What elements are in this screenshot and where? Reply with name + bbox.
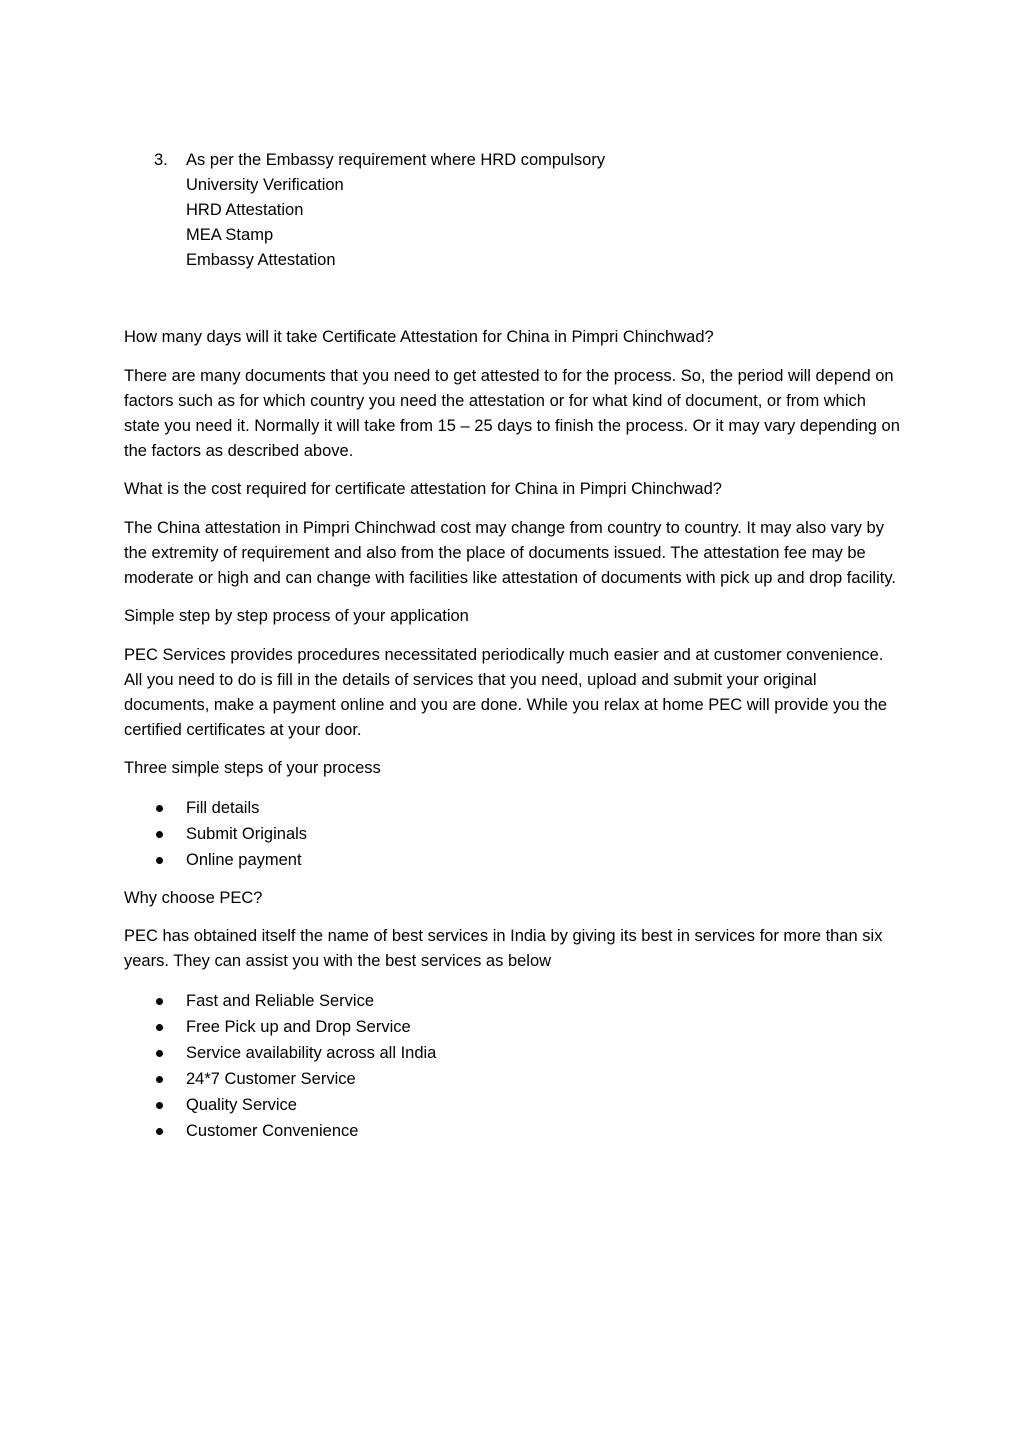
list-item bbox=[124, 847, 902, 873]
list-number: 3. bbox=[154, 151, 168, 169]
question-days-heading: How many days will it take Certificate Attestation for China in Pimpri Chinchwad? bbox=[124, 328, 714, 346]
why-heading: Why choose PEC? bbox=[124, 888, 263, 907]
bullet-icon bbox=[156, 857, 163, 864]
list-item bbox=[124, 795, 902, 821]
document-body bbox=[124, 325, 902, 1157]
numbered-item-line: MEA Stamp bbox=[186, 226, 274, 244]
answer-days-paragraph: There are many documents that you need to get attested to for the process. So, the period will depend on factors such as for which country you need the attestation or for what kind of document, or from which state you need it. Normally it will take from 15 – 25 days to finish the process. Or it may vary depending on the factors as described above. bbox=[124, 366, 900, 460]
numbered-item-line: University Verification bbox=[186, 176, 344, 194]
process-paragraph: PEC Services provides procedures necessitated periodically much easier and at customer convenience. All you need to do is fill in the details of services that you need, upload and submit your original documents, make a payment online and you are done. While you relax at home PEC will provide you the certified certificates at your door. bbox=[124, 645, 888, 739]
bullet-icon bbox=[156, 1024, 163, 1031]
list-item-label: Online payment bbox=[186, 850, 302, 869]
bullet-icon bbox=[156, 1050, 163, 1057]
list-item bbox=[124, 1118, 902, 1144]
list-item bbox=[124, 1014, 902, 1040]
services-list bbox=[124, 988, 902, 1144]
list-item bbox=[124, 821, 902, 847]
numbered-item-line: Embassy Attestation bbox=[186, 251, 336, 269]
bullet-icon bbox=[156, 831, 163, 838]
list-item bbox=[124, 988, 902, 1014]
list-item-label: 24*7 Customer Service bbox=[186, 1069, 356, 1088]
numbered-list-item bbox=[124, 148, 904, 273]
answer-cost-paragraph: The China attestation in Pimpri Chinchwad cost may change from country to country. It may also vary by the extremity of requirement and also from the place of documents issued. The attestation fee may be moderate or high and can change with facilities like attestation of documents with pick up and drop facility. bbox=[124, 518, 896, 587]
numbered-item-line: HRD Attestation bbox=[186, 201, 304, 219]
list-item-label: Submit Originals bbox=[186, 824, 308, 843]
steps-list bbox=[124, 795, 902, 873]
list-item-label: Quality Service bbox=[186, 1095, 297, 1114]
list-item-label: Fast and Reliable Service bbox=[186, 991, 375, 1010]
list-item-label: Fill details bbox=[186, 798, 260, 817]
process-heading: Simple step by step process of your application bbox=[124, 607, 469, 625]
list-item bbox=[124, 1092, 902, 1118]
numbered-item-line: As per the Embassy requirement where HRD compulsory bbox=[186, 151, 606, 169]
question-cost-heading: What is the cost required for certificate attestation for China in Pimpri Chinchwad? bbox=[124, 480, 722, 498]
bullet-icon bbox=[156, 1076, 163, 1083]
bullet-icon bbox=[156, 1128, 163, 1135]
why-paragraph: PEC has obtained itself the name of best services in India by giving its best in services for more than six years. They can assist you with the best services as below bbox=[124, 927, 883, 970]
steps-heading: Three simple steps of your process bbox=[124, 759, 381, 777]
list-item bbox=[124, 1066, 902, 1092]
list-item-label: Free Pick up and Drop Service bbox=[186, 1017, 411, 1036]
bullet-icon bbox=[156, 998, 163, 1005]
list-item-label: Customer Convenience bbox=[186, 1121, 359, 1140]
bullet-icon bbox=[156, 1102, 163, 1109]
numbered-item-lines bbox=[186, 148, 904, 273]
bullet-icon bbox=[156, 805, 163, 812]
list-item bbox=[124, 1040, 902, 1066]
list-item-label: Service availability across all India bbox=[186, 1043, 437, 1062]
